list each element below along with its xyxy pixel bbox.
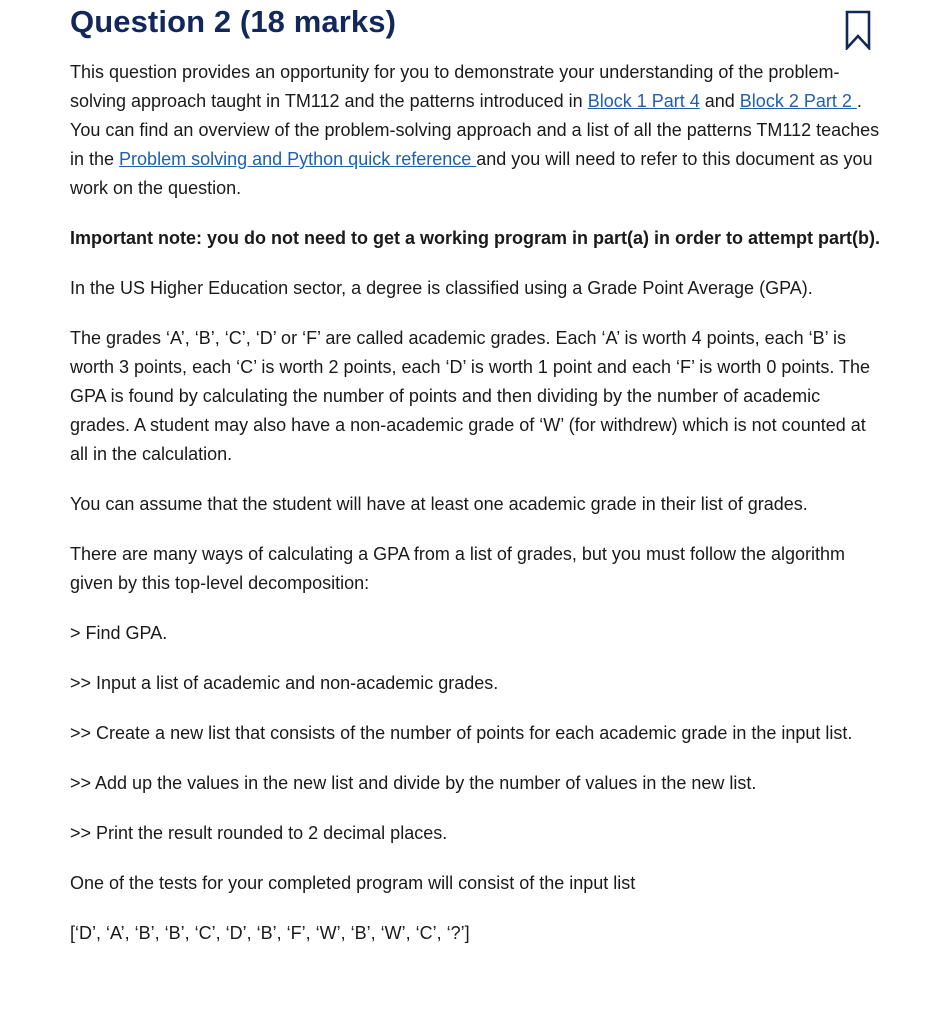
test-intro-paragraph: One of the tests for your completed program will consist of the input list [70,873,636,893]
decomposition-step: >> Add up the values in the new list and divide by the number of values in the new list. [70,773,757,793]
link-block2-part2[interactable]: Block 2 Part 2 [739,91,857,111]
algorithm-intro-paragraph: There are many ways of calculating a GPA from a list of grades, but you must follow the algorithm given by this top-level decomposition: [70,544,846,593]
page-title: Question 2 (18 marks) [70,4,396,39]
intro-text-1: This question provides an opportunity for you to demonstrate your understanding of the problem-solving approach taught in TM112 and the patterns introduced in [70,62,840,111]
link-quick-reference[interactable]: Problem solving and Python quick reference [119,149,477,169]
bookmark-icon[interactable] [845,10,871,50]
intro-text-2: and [699,91,740,111]
decomposition-step: >> Create a new list that consists of the number of points for each academic grade in the input list. [70,723,853,743]
important-note: Important note: you do not need to get a working program in part(a) in order to attempt part(b). [70,228,880,248]
intro-text-3: . You can find an overview of the problem-solving approach and a list of all the patterns TM112 teaches in the [70,91,880,169]
link-block1-part4[interactable]: Block 1 Part 4 [587,91,700,111]
decomposition-step: >> Print the result rounded to 2 decimal places. [70,823,448,843]
intro-paragraph [70,58,885,203]
test-input-list: [‘D’, ‘A’, ‘B’, ‘B’, ‘C’, ‘D’, ‘B’, ‘F’, ‘W’, ‘B’, ‘W’, ‘C’, ‘?’] [70,923,470,943]
grades-explanation-paragraph: The grades ‘A’, ‘B’, ‘C’, ‘D’ or ‘F’ are called academic grades. Each ‘A’ is worth 4 points, each ‘B’ is worth 3 points, each ‘C’ is worth 2 points, each ‘D’ is worth 1 point and each ‘F’ is worth 0 points. The GPA is found by calculating the number of points and then dividing by the number of academic grades. A student may also have a non-academic grade of ‘W’ (for withdrew) which is not counted at all in the calculation. [70,328,871,464]
question-body [70,58,885,969]
assumption-paragraph: You can assume that the student will have at least one academic grade in their list of grades. [70,494,808,514]
gpa-context-paragraph: In the US Higher Education sector, a degree is classified using a Grade Point Average (GPA). [70,278,813,298]
decomposition-step: > Find GPA. [70,623,168,643]
decomposition-step: >> Input a list of academic and non-academic grades. [70,673,499,693]
intro-text-4: and you will need to refer to this document as you work on the question. [70,149,873,198]
